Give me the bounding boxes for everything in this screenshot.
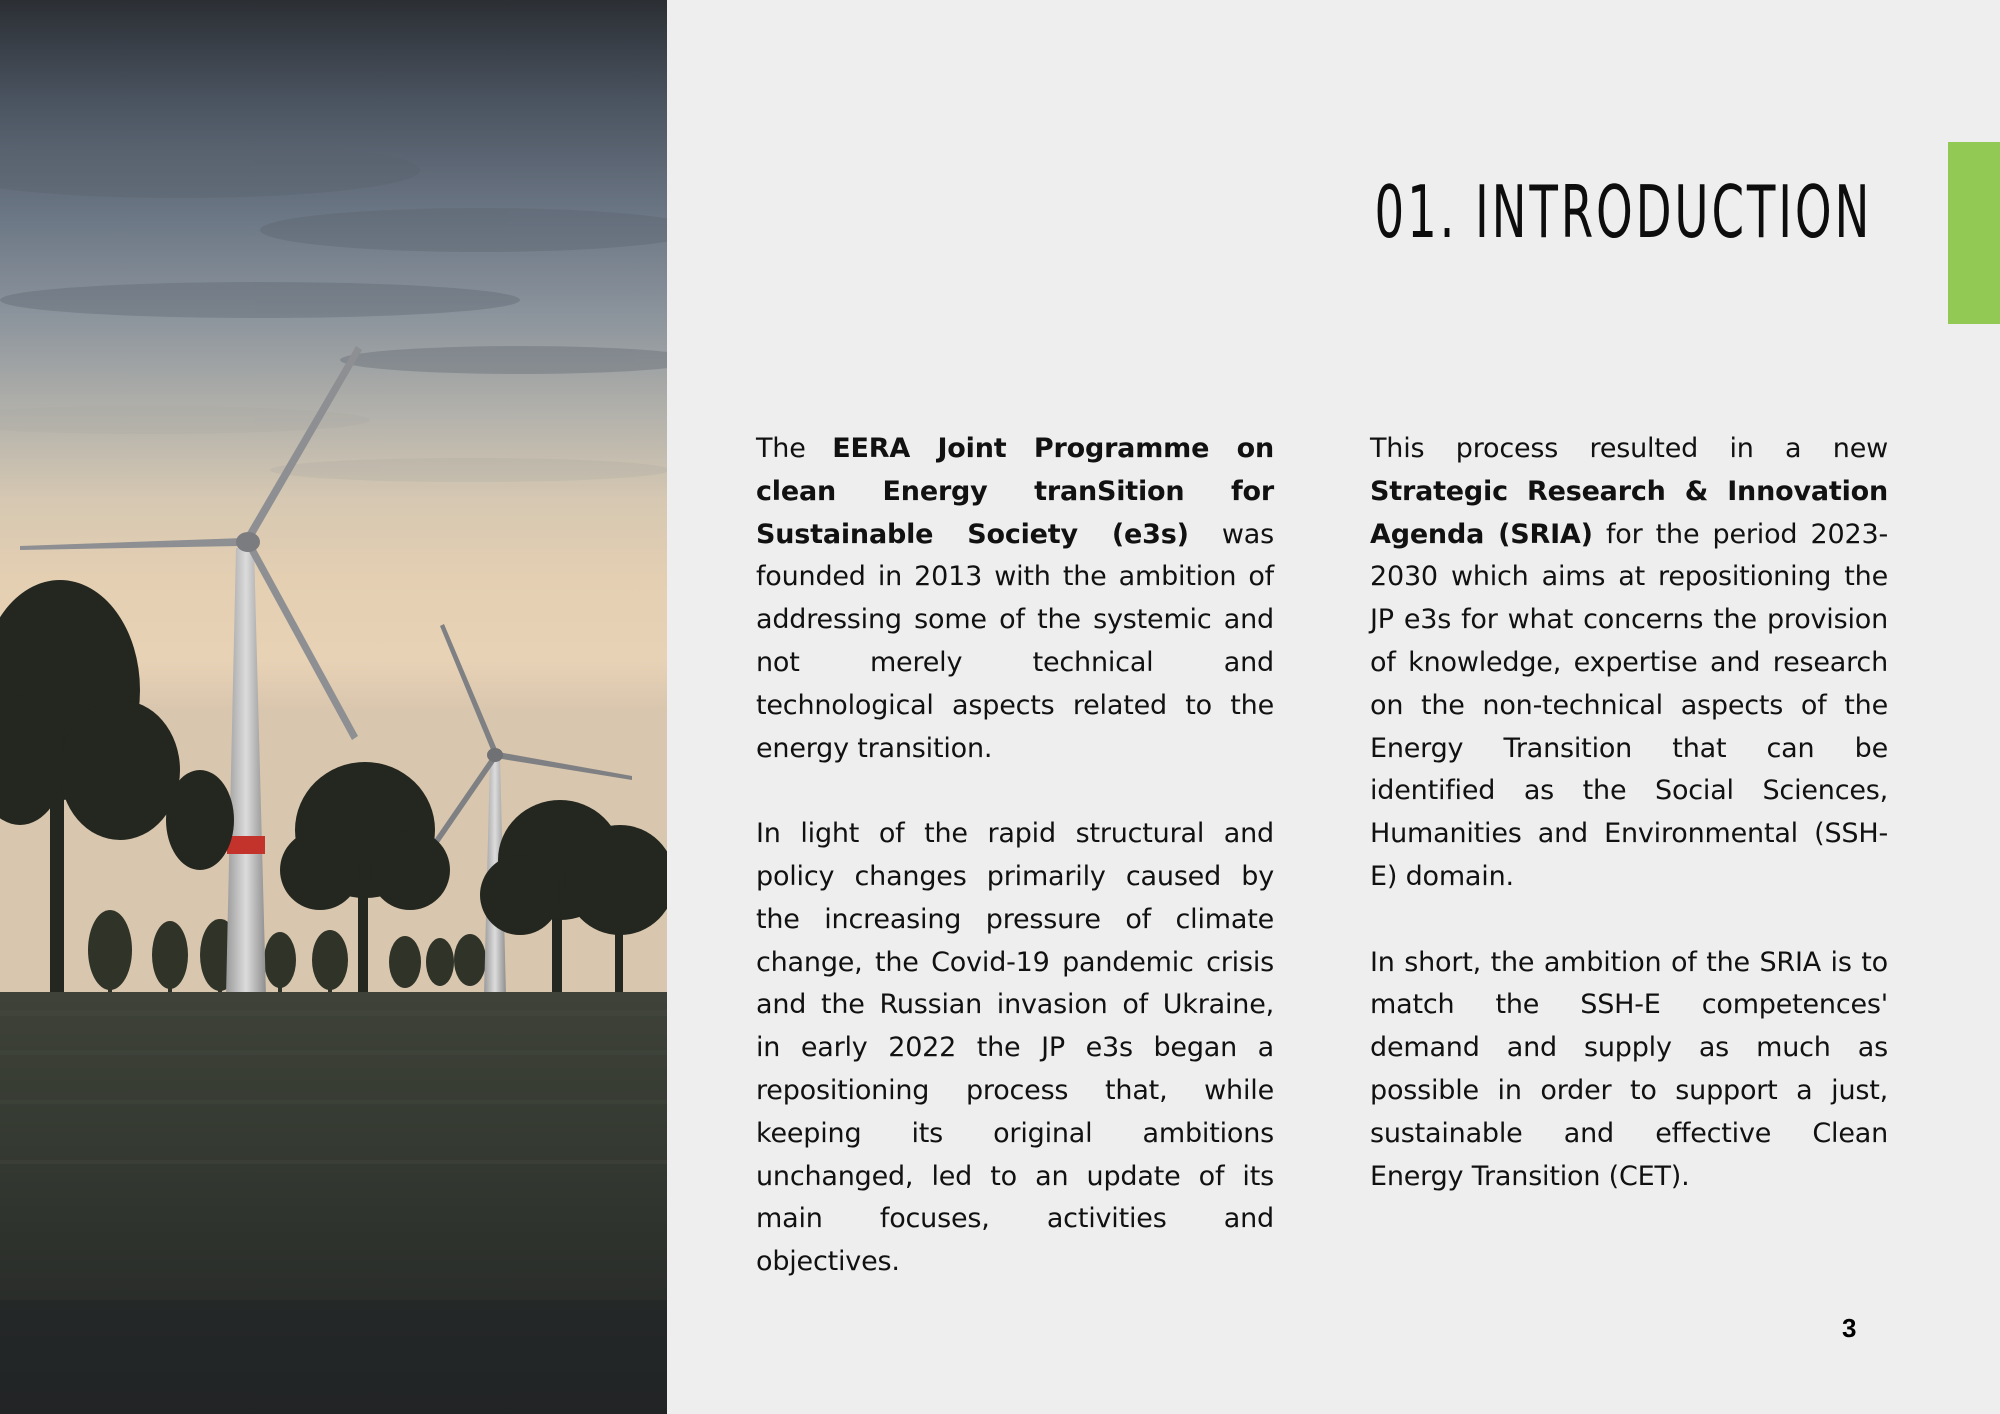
paragraph xyxy=(1370,428,1888,899)
paragraph: In short, the ambition of the SRIA is to match the SSH-E competences' demand and supply as much as possible in order to support a just, sustainable and effective Clean Energy Transition (CET). xyxy=(1370,946,1888,1192)
paragraph: In light of the rapid structural and policy changes primarily caused by the increasing pressure of climate change, the Covid-19 pandemic crisis and the Russian invasion of Ukraine, in early 2022 the JP e3s began a repositioning process that, while keeping its original ambitions unchanged, led to an update of its main focuses, activities and objectives. xyxy=(756,818,1274,1278)
hero-photo xyxy=(0,0,667,1414)
bold-agenda-name: Strategic Research & Innovation Agenda (SRIA) xyxy=(1370,475,1888,550)
paragraph-text: for the period 2023-2030 which aims at repositioning the JP e3s for what concerns the provision of knowledge, expertise and research on the non-technical aspects of the Energy Transition that can be identified as the Social Sciences, Humanities and Environmental (SSH-E) domain. xyxy=(1370,518,1888,892)
tower-stripe xyxy=(227,836,265,854)
paragraph-text: was founded in 2013 with the ambition of addressing some of the systemic and not merely technical and technological aspects related to the energy transition. xyxy=(756,518,1274,764)
paragraph-text: This process resulted in a new xyxy=(1370,433,1888,464)
page-title: 01. INTRODUCTION xyxy=(1374,170,1872,254)
text-column-right xyxy=(1370,428,1888,1241)
wind-turbine-illustration xyxy=(0,0,667,1414)
bold-program-name: EERA Joint Programme on clean Energy tranSition for Sustainable Society (e3s) xyxy=(756,433,1274,550)
text-column-left xyxy=(756,428,1274,1327)
paragraph-text: The xyxy=(756,433,833,464)
accent-tab xyxy=(1948,142,2000,324)
page-number: 3 xyxy=(1842,1313,1857,1343)
paragraph xyxy=(756,428,1274,770)
